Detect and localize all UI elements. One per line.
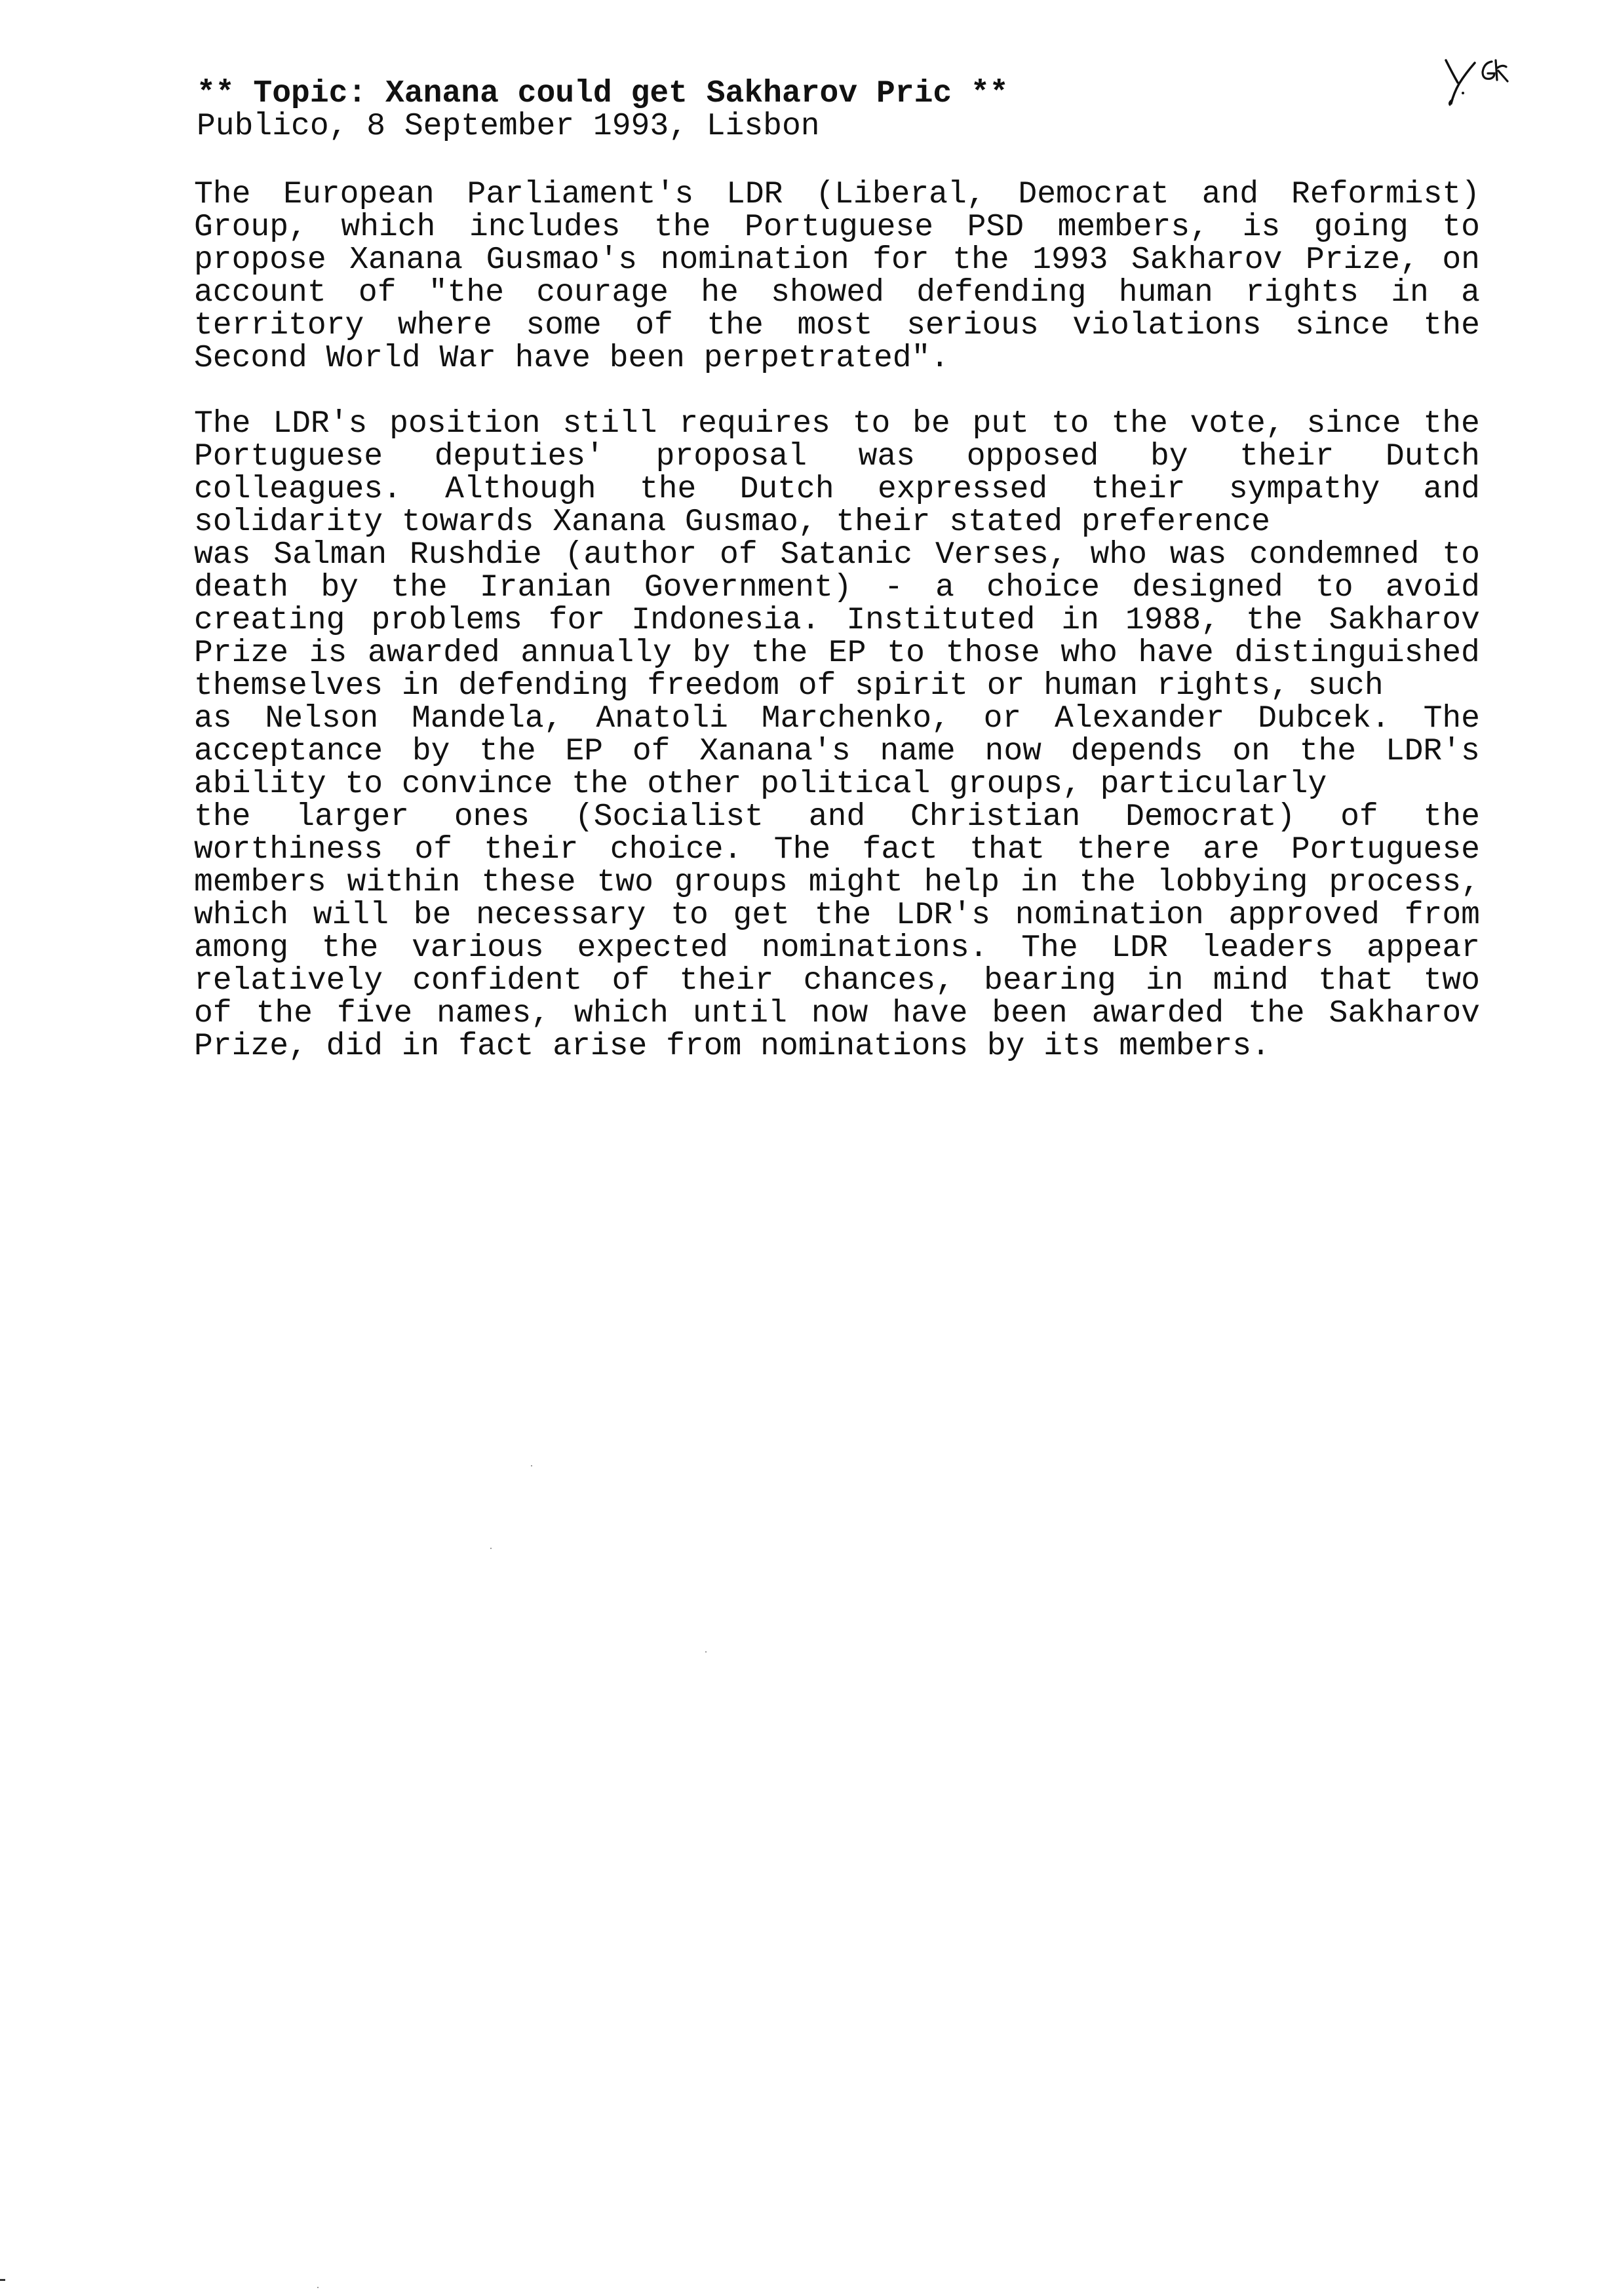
word: fact [862, 833, 938, 866]
word: the [707, 309, 764, 342]
word: by [1150, 440, 1188, 473]
word: defending [916, 277, 1087, 309]
word: approved [1228, 899, 1380, 932]
word: some [526, 309, 602, 342]
word: in [1021, 866, 1059, 899]
word: to [852, 408, 891, 440]
word: Portuguese [744, 211, 934, 244]
word: the [750, 637, 808, 670]
scan-speck [317, 2287, 319, 2288]
word: Sakharov [1329, 997, 1480, 1030]
text-line [194, 440, 1480, 473]
word: of [612, 965, 650, 997]
word: is [309, 637, 347, 670]
word: put [972, 408, 1030, 440]
word: deputies' [434, 440, 604, 473]
word: going [1313, 211, 1409, 244]
word: two [1423, 965, 1480, 997]
word: Xanana's [699, 735, 851, 768]
word: choice. [610, 833, 743, 866]
word: was [1169, 539, 1227, 571]
word: human [1118, 277, 1213, 309]
word: problems [371, 604, 522, 637]
word: Anatoli [596, 702, 728, 735]
word: Nelson [265, 702, 379, 735]
word: Indonesia. [631, 604, 821, 637]
word: name [880, 735, 956, 768]
word: and [1423, 473, 1480, 506]
word: of [635, 309, 673, 342]
word: that [1318, 965, 1394, 997]
word: condemned [1249, 539, 1420, 571]
topic-heading: ** Topic: Xanana could get Sakharov Pric ** [197, 76, 1009, 111]
paragraph [194, 408, 1480, 1063]
word: process, [1329, 866, 1480, 899]
word: and [808, 801, 866, 833]
text-line [194, 768, 1480, 801]
word: Instituted [846, 604, 1036, 637]
word: since [1306, 408, 1401, 440]
word: Although [445, 473, 596, 506]
word: territory [194, 309, 364, 342]
word: which [341, 211, 436, 244]
word: these [481, 866, 576, 899]
word: 1988, [1125, 604, 1220, 637]
word: Christian [910, 801, 1081, 833]
word: serious [906, 309, 1039, 342]
word: to [1315, 571, 1353, 604]
document-header [197, 77, 1494, 143]
word: now [984, 735, 1041, 768]
word: Democrat [1018, 178, 1169, 211]
text-line [194, 539, 1480, 571]
word: the [653, 211, 711, 244]
word: he [701, 277, 739, 309]
word: to [1051, 408, 1089, 440]
word: the [952, 244, 1009, 277]
word: (Liberal, [815, 178, 986, 211]
word: Democrat) [1125, 801, 1296, 833]
word: to [671, 899, 709, 932]
word: appear [1367, 932, 1480, 965]
text-line [194, 506, 1480, 539]
word: who [1090, 539, 1147, 571]
text-line [194, 670, 1480, 702]
text-line [194, 309, 1480, 342]
word: in [1145, 965, 1184, 997]
line-text: Second World War have been perpetrated". [194, 342, 950, 375]
word: proposal [655, 440, 808, 473]
word: creating [194, 604, 345, 637]
word: depends [1070, 735, 1203, 768]
word: of [358, 277, 397, 309]
word: the [1111, 408, 1168, 440]
text-line [194, 571, 1480, 604]
word: the [479, 735, 536, 768]
word: lobbying [1157, 866, 1308, 899]
word: nomination [660, 244, 849, 277]
word: will [313, 899, 389, 932]
word: since [1294, 309, 1390, 342]
word: necessary [476, 899, 646, 932]
scan-speck [0, 2279, 5, 2281]
word: which [194, 899, 289, 932]
word: LDR's [1385, 735, 1480, 768]
word: on [1442, 244, 1480, 277]
text-line [194, 473, 1480, 506]
word: PSD [967, 211, 1024, 244]
word: the [1299, 735, 1357, 768]
word: vote, [1190, 408, 1285, 440]
word: Sakharov [1131, 244, 1283, 277]
word: by [321, 571, 359, 604]
word: for [872, 244, 929, 277]
word: Xanana [349, 244, 463, 277]
word: until [692, 997, 787, 1030]
text-line [194, 866, 1480, 899]
line-text: themselves in defending freedom of spirit or human rights, such [194, 670, 1384, 702]
word: LDR's [273, 408, 368, 440]
word: European [283, 178, 435, 211]
word: been [992, 997, 1068, 1030]
text-line [194, 342, 1480, 375]
word: of [194, 997, 232, 1030]
word: avoid [1385, 571, 1480, 604]
word: where [397, 309, 492, 342]
word: death [194, 571, 289, 604]
word: confident [412, 965, 583, 997]
word: the [321, 932, 379, 965]
text-line [194, 1030, 1480, 1063]
word: Sakharov [1329, 604, 1480, 637]
text-line [194, 965, 1480, 997]
text-line [194, 211, 1480, 244]
word: have [1138, 637, 1214, 670]
word: the [1079, 866, 1137, 899]
word: might [808, 866, 903, 899]
word: by [412, 735, 450, 768]
word: Prize [194, 637, 289, 670]
word: acceptance [194, 735, 383, 768]
word: the [1423, 309, 1480, 342]
word: The [194, 408, 251, 440]
text-line [194, 735, 1480, 768]
word: annually [520, 637, 672, 670]
word: rights [1245, 277, 1359, 309]
word: their [679, 965, 774, 997]
paragraph [194, 178, 1480, 375]
word: the [194, 801, 251, 833]
word: a [1461, 277, 1480, 309]
word: Dubcek. [1258, 702, 1390, 735]
word: on [1232, 735, 1270, 768]
word: position [389, 408, 541, 440]
word: those [945, 637, 1040, 670]
word: by [692, 637, 731, 670]
word: awarded [368, 637, 500, 670]
word: Government) [644, 571, 852, 604]
word: or [983, 702, 1022, 735]
word: among [194, 932, 289, 965]
word: colleagues. [194, 473, 402, 506]
text-line [194, 899, 1480, 932]
word: distinguished [1234, 637, 1480, 670]
line-text: ability to convince the other political groups, particularly [194, 768, 1327, 801]
word: their [1091, 473, 1186, 506]
word: expressed [877, 473, 1048, 506]
word: which [574, 997, 669, 1030]
word: designed [1132, 571, 1283, 604]
word: have [892, 997, 968, 1030]
scan-speck [490, 1548, 492, 1549]
word: who [1060, 637, 1118, 670]
word: showed [771, 277, 884, 309]
word: opposed [966, 440, 1099, 473]
word: Verses, [935, 539, 1068, 571]
word: bearing [984, 965, 1116, 997]
word: still [562, 408, 657, 440]
word: LDR's [895, 899, 990, 932]
scan-speck [705, 1651, 707, 1653]
word: groups [674, 866, 788, 899]
word: Alexander [1055, 702, 1225, 735]
scan-speck [531, 1465, 532, 1466]
word: EP [565, 735, 604, 768]
word: within [347, 866, 461, 899]
word: a [935, 571, 954, 604]
word: nominations. [761, 932, 988, 965]
word: Mandela, [412, 702, 563, 735]
word: names, [437, 997, 550, 1030]
word: is [1242, 211, 1281, 244]
word: to [1442, 211, 1480, 244]
word: awarded [1091, 997, 1224, 1030]
word: Portuguese [1291, 833, 1480, 866]
word: courage [536, 277, 669, 309]
word: the [1423, 408, 1480, 440]
word: their [484, 833, 579, 866]
word: expected [577, 932, 728, 965]
word: Gusmao's [486, 244, 638, 277]
paragraph-gap [194, 375, 1480, 408]
word: worthiness [194, 833, 383, 866]
word: Salman [273, 539, 387, 571]
word: get [733, 899, 790, 932]
word: of [414, 833, 453, 866]
word: help [924, 866, 1000, 899]
word: members, [1057, 211, 1209, 244]
word: (Socialist [574, 801, 764, 833]
word: Marchenko, [761, 702, 950, 735]
word: larger [296, 801, 410, 833]
word: the [1423, 801, 1480, 833]
word: most [797, 309, 873, 342]
word: LDR [1111, 932, 1168, 965]
word: propose [194, 244, 326, 277]
word: The [1423, 702, 1480, 735]
word: includes [469, 211, 621, 244]
word: Dutch [1385, 440, 1480, 473]
word: the [639, 473, 697, 506]
text-line [194, 833, 1480, 866]
word: there [1076, 833, 1171, 866]
word: choice [986, 571, 1100, 604]
word: account [194, 277, 326, 309]
word: The [773, 833, 831, 866]
text-line [194, 277, 1480, 309]
word: The [194, 178, 251, 211]
word: be [413, 899, 452, 932]
word: as [194, 702, 232, 735]
word: Iranian [479, 571, 612, 604]
word: of [1340, 801, 1378, 833]
word: The [1021, 932, 1078, 965]
word: and [1201, 178, 1259, 211]
word: for [548, 604, 606, 637]
text-line [194, 244, 1480, 277]
word: are [1203, 833, 1260, 866]
text-line [194, 408, 1480, 440]
word: ones [454, 801, 530, 833]
word: leaders [1201, 932, 1334, 965]
word: Rushdie [410, 539, 542, 571]
word: mind [1213, 965, 1289, 997]
word: now [811, 997, 868, 1030]
word: that [969, 833, 1045, 866]
word: two [596, 866, 653, 899]
word: Portuguese [194, 440, 383, 473]
text-line [194, 997, 1480, 1030]
text-line [194, 604, 1480, 637]
word: violations [1072, 309, 1262, 342]
word: the [391, 571, 448, 604]
word: (author [564, 539, 697, 571]
word: chances, [803, 965, 954, 997]
word: Prize, [1305, 244, 1419, 277]
word: Satanic [780, 539, 913, 571]
word: was [858, 440, 916, 473]
word: from [1404, 899, 1480, 932]
word: their [1239, 440, 1334, 473]
word: of [632, 735, 671, 768]
word: sympathy [1228, 473, 1380, 506]
word: - [884, 571, 903, 604]
word: LDR [726, 178, 783, 211]
text-line [194, 932, 1480, 965]
word: EP [828, 637, 866, 670]
word: nomination [1015, 899, 1204, 932]
word: the [1248, 997, 1305, 1030]
word: 1993 [1032, 244, 1108, 277]
word: in [1391, 277, 1429, 309]
word: five [336, 997, 413, 1030]
word: to [887, 637, 925, 670]
word: Group, [194, 211, 307, 244]
word: Parliament's [467, 178, 694, 211]
word: of [720, 539, 758, 571]
word: the [256, 997, 313, 1030]
line-text: solidarity towards Xanana Gusmao, their stated preference [194, 506, 1270, 539]
word: requires [679, 408, 830, 440]
text-line [194, 801, 1480, 833]
line-text: Prize, did in fact arise from nominations by its members. [194, 1030, 1270, 1063]
word: Dutch [739, 473, 834, 506]
word: to [1442, 539, 1480, 571]
word: Reformist) [1291, 178, 1480, 211]
article-body [194, 178, 1480, 1063]
word: in [1061, 604, 1099, 637]
text-line [194, 637, 1480, 670]
word: members [194, 866, 326, 899]
word: was [194, 539, 251, 571]
word: the [1246, 604, 1303, 637]
word: "the [428, 277, 505, 309]
text-line [194, 702, 1480, 735]
word: be [912, 408, 950, 440]
word: various [412, 932, 544, 965]
word: relatively [194, 965, 383, 997]
word: the [814, 899, 872, 932]
source-line: Publico, 8 September 1993, Lisbon [197, 109, 820, 144]
text-line [194, 178, 1480, 211]
